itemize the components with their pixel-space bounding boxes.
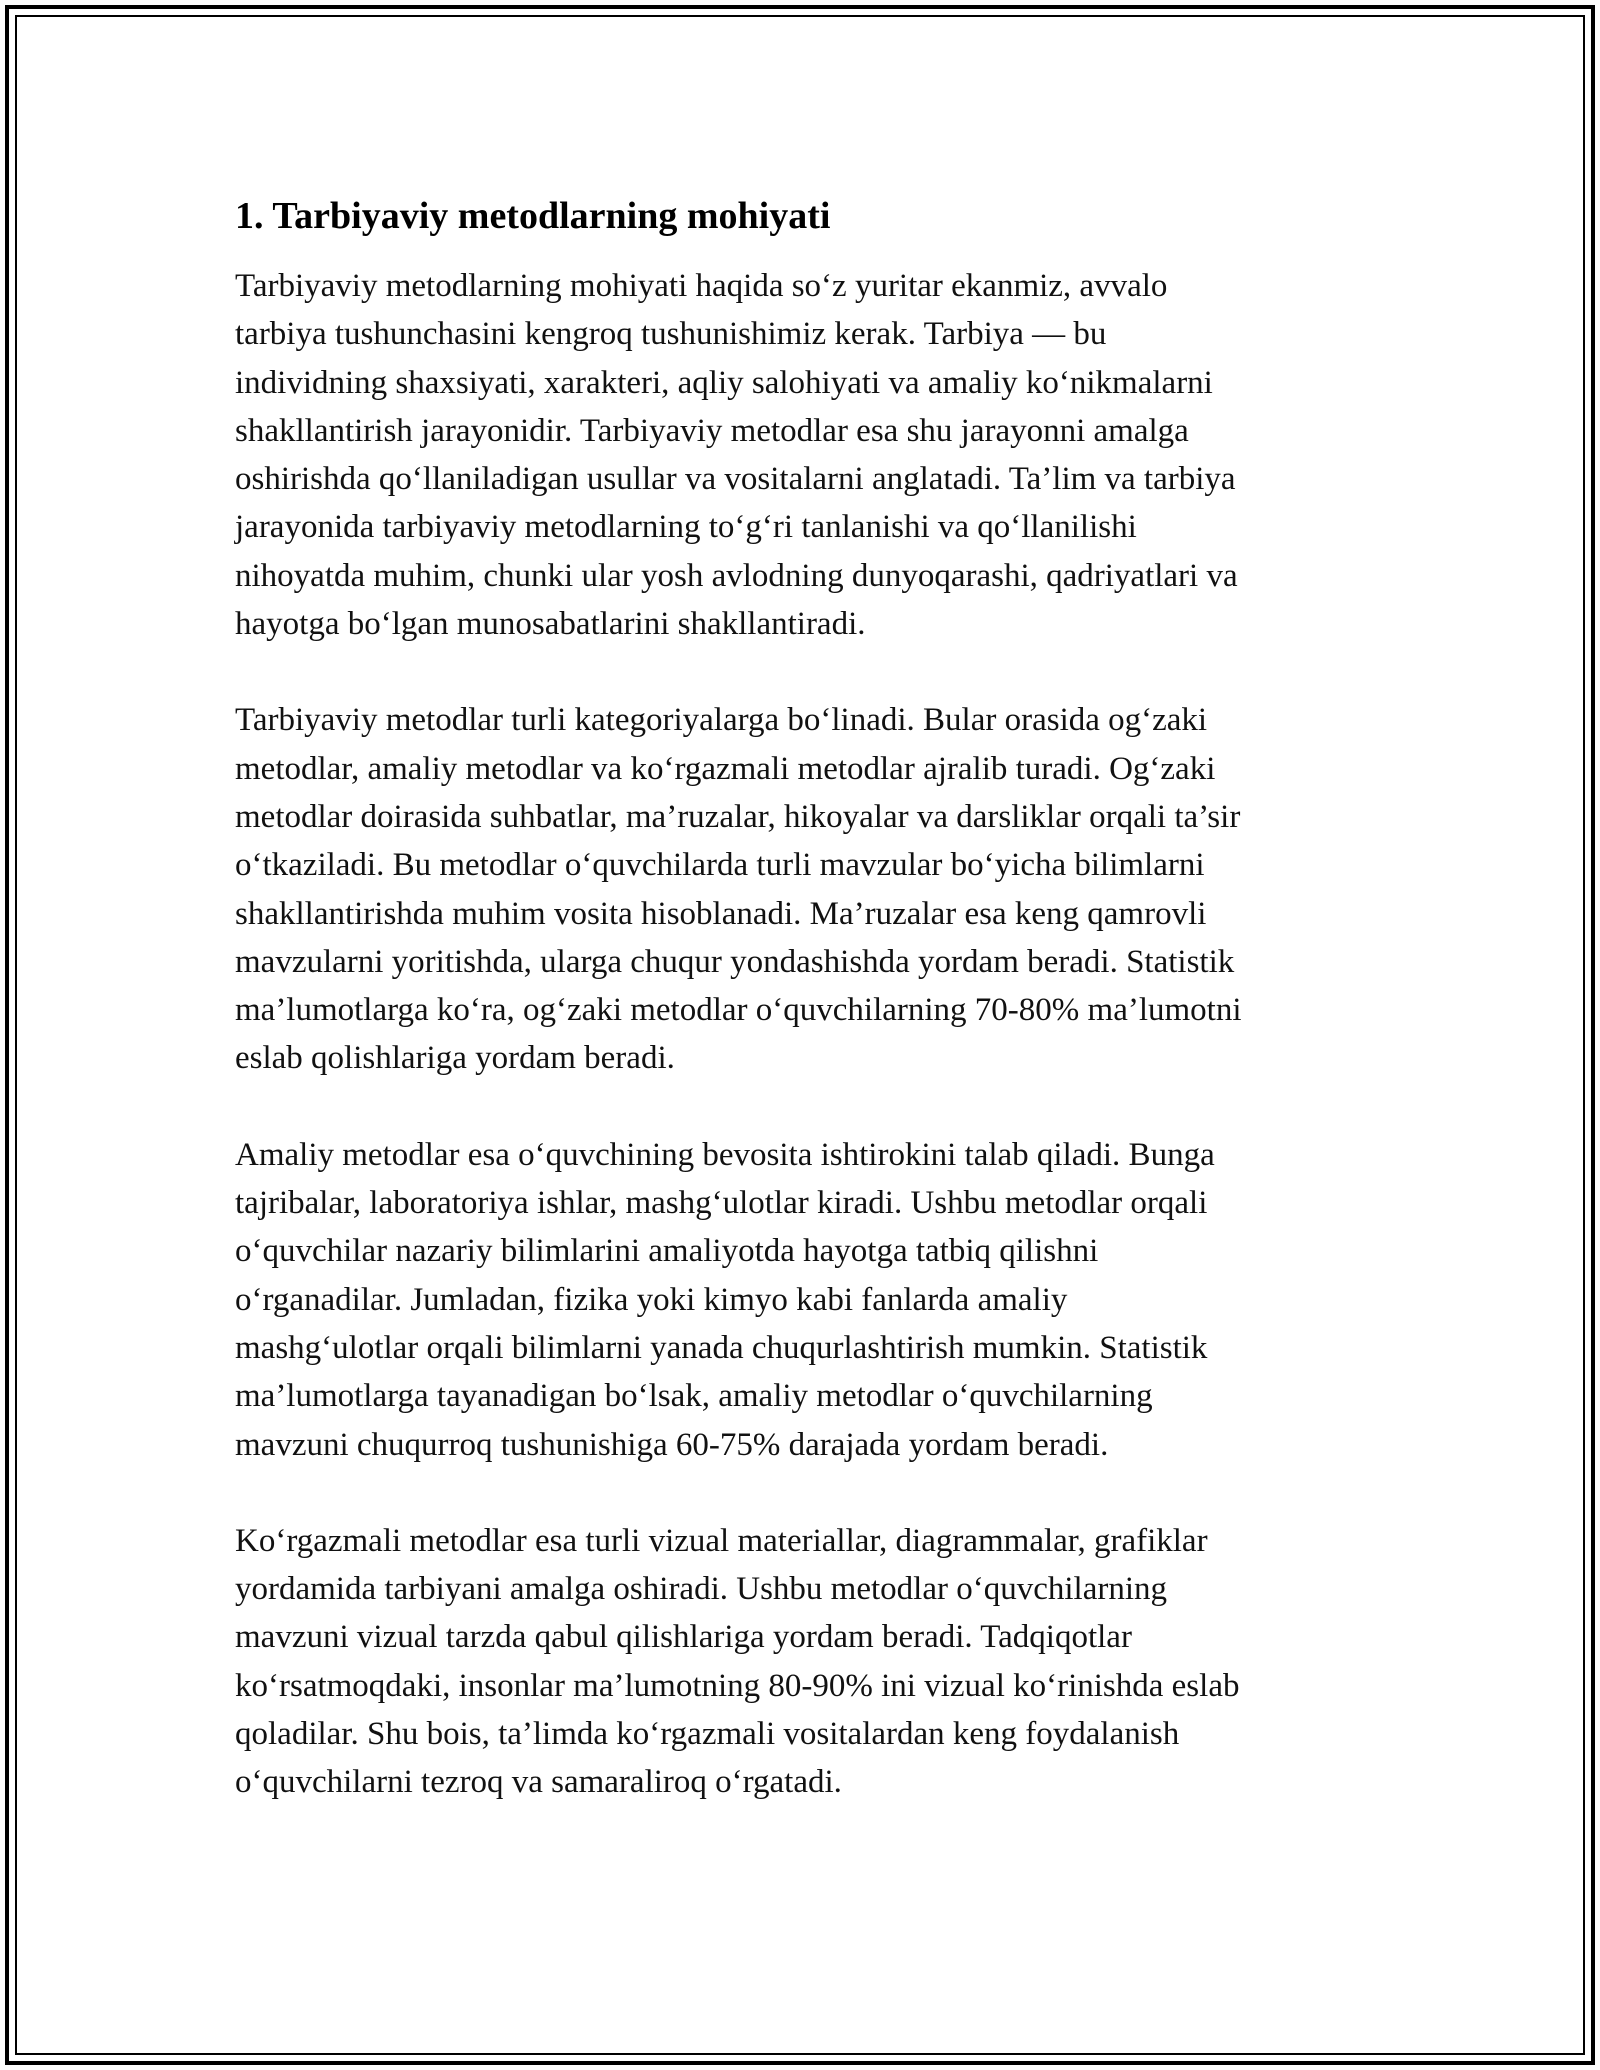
paragraph-4: Ko‘rgazmali metodlar esa turli vizual materiallar, diagrammalar, grafiklar yordamida tarbiyani amalga oshiradi. Ushbu metodlar o‘quvchilarning mavzuni vizual tarzda qabul qilishlariga yordam beradi. Tadqiqotlar ko‘rsatmoqdaki, insonlar ma’lumotning 80-90% ini vizual ko‘rinishda eslab qoladilar. Shu bois, ta’limda ko‘rgazmali vositalardan keng foydalanish o‘quvchilarni tezroq va samaraliroq o‘rgatadi. — [235, 1522, 1240, 1801]
paragraph-1: Tarbiyaviy metodlarning mohiyati haqida so‘z yuritar ekanmiz, avvalo tarbiya tushunchasini kengroq tushunishimiz kerak. Tarbiya — bu individning shaxsiyati, xarakteri, aqliy salohiyati va amaliy ko‘nikmalarni shakllantirish jarayonidir. Tarbiyaviy metodlar esa shu jarayonni amalga oshirishda qo‘llaniladigan usullar va vositalarni anglatadi. Ta’lim va tarbiya jarayonida tarbiyaviy metodlarning to‘g‘ri tanlanishi va qo‘llanilishi nihoyatda muhim, chunki ular yosh avlodning dunyoqarashi, qadriyatlari va hayotga bo‘lgan munosabatlarini shakllantiradi. — [235, 268, 1238, 643]
paragraph-3: Amaliy metodlar esa o‘quvchining bevosita ishtirokini talab qiladi. Bunga tajribalar, laboratoriya ishlar, mashg‘ulotlar kiradi. Ushbu metodlar orqali o‘quvchilar nazariy bilimlarini amaliyotda hayotga tatbiq qilishni o‘rganadilar. Jumladan, fizika yoki kimyo kabi fanlarda amaliy mashg‘ulotlar orqali bilimlarni yanada chuqurlashtirish mumkin. Statistik ma’lumotlarga tayanadigan bo‘lsak, amaliy metodlar o‘quvchilarning mavzuni chuqurroq tushunishiga 60-75% darajada yordam beradi. — [235, 1136, 1215, 1463]
section-heading: 1. Tarbiyaviy metodlarning mohiyati — [235, 195, 831, 237]
document-body — [235, 180, 1385, 1855]
paragraph-2: Tarbiyaviy metodlar turli kategoriyalarga bo‘linadi. Bular orasida og‘zaki metodlar, amaliy metodlar va ko‘rgazmali metodlar ajralib turadi. Og‘zaki metodlar doirasida suhbatlar, ma’ruzalar, hikoyalar va darsliklar orqali ta’sir o‘tkaziladi. Bu metodlar o‘quvchilarda turli mavzular bo‘yicha bilimlarni shakllantirishda muhim vosita hisoblanadi. Ma’ruzalar esa keng qamrovli mavzularni yoritishda, ularga chuqur yondashishda yordam beradi. Statistik ma’lumotlarga ko‘ra, og‘zaki metodlar o‘quvchilarning 70-80% ma’lumotni eslab qolishlariga yordam beradi. — [235, 702, 1242, 1077]
